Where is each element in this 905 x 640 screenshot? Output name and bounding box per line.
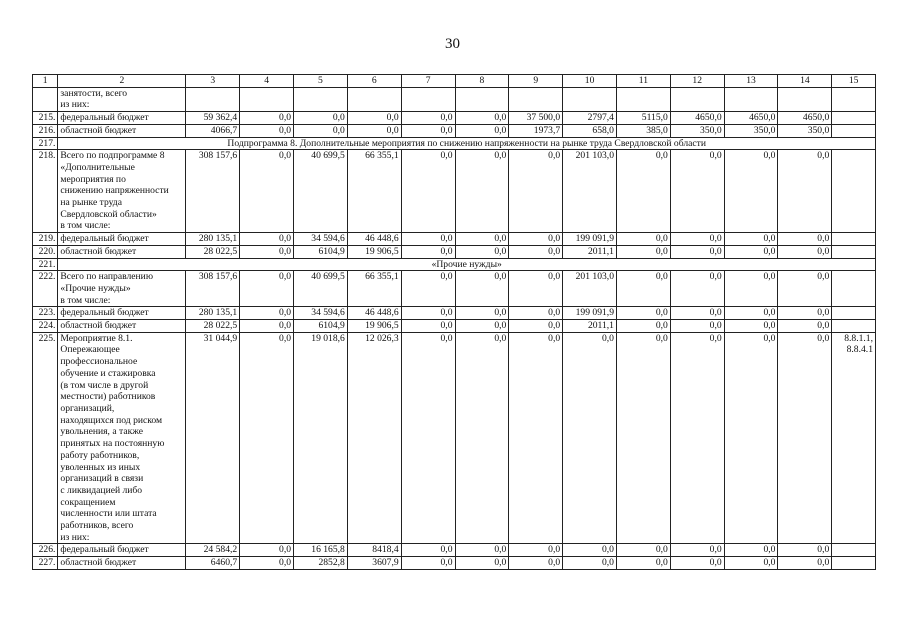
value-cell: 0,0	[509, 233, 563, 246]
value-cell: 3607,9	[347, 557, 401, 570]
value-cell: 0,0	[455, 150, 509, 233]
value-cell: 0,0	[778, 332, 832, 544]
row-index: 215.	[33, 112, 58, 125]
value-cell: 0,0	[240, 544, 294, 557]
value-cell: 0,0	[778, 320, 832, 333]
value-cell	[240, 87, 294, 111]
column-number-cell: 5	[294, 75, 348, 88]
target-indicator-cell	[832, 271, 876, 307]
target-indicator-cell	[832, 320, 876, 333]
value-cell: 0,0	[616, 271, 670, 307]
value-cell: 0,0	[616, 245, 670, 258]
value-cell: 4650,0	[670, 112, 724, 125]
value-cell: 24 584,2	[186, 544, 240, 557]
value-cell: 0,0	[616, 557, 670, 570]
value-cell: 0,0	[616, 544, 670, 557]
column-number-cell: 9	[509, 75, 563, 88]
value-cell: 4650,0	[724, 112, 778, 125]
column-number-cell: 2	[58, 75, 186, 88]
value-cell: 280 135,1	[186, 233, 240, 246]
value-cell: 0,0	[563, 332, 617, 544]
column-number-cell: 13	[724, 75, 778, 88]
value-cell: 59 362,4	[186, 112, 240, 125]
value-cell	[616, 87, 670, 111]
value-cell: 0,0	[347, 124, 401, 137]
target-indicator-cell	[832, 112, 876, 125]
page-number: 30	[445, 36, 460, 52]
value-cell: 385,0	[616, 124, 670, 137]
value-cell: 0,0	[455, 245, 509, 258]
target-indicator-cell	[832, 544, 876, 557]
value-cell: 2797,4	[563, 112, 617, 125]
value-cell: 0,0	[240, 150, 294, 233]
table-row	[33, 112, 876, 125]
row-name: федеральный бюджет	[58, 307, 186, 320]
value-cell	[347, 87, 401, 111]
value-cell: 0,0	[724, 544, 778, 557]
value-cell: 199 091,9	[563, 307, 617, 320]
value-cell: 6460,7	[186, 557, 240, 570]
value-cell: 0,0	[455, 271, 509, 307]
row-index: 217.	[33, 137, 58, 150]
value-cell: 16 165,8	[294, 544, 348, 557]
value-cell: 0,0	[455, 233, 509, 246]
value-cell: 2852,8	[294, 557, 348, 570]
value-cell: 0,0	[294, 124, 348, 137]
value-cell: 0,0	[724, 233, 778, 246]
value-cell: 350,0	[670, 124, 724, 137]
value-cell: 0,0	[670, 233, 724, 246]
value-cell: 0,0	[294, 112, 348, 125]
value-cell	[294, 87, 348, 111]
value-cell: 308 157,6	[186, 150, 240, 233]
value-cell: 280 135,1	[186, 307, 240, 320]
value-cell: 0,0	[724, 320, 778, 333]
value-cell: 37 500,0	[509, 112, 563, 125]
value-cell: 0,0	[563, 557, 617, 570]
row-index: 221.	[33, 258, 58, 271]
value-cell: 0,0	[401, 124, 455, 137]
row-name: областной бюджет	[58, 245, 186, 258]
value-cell: 19 906,5	[347, 245, 401, 258]
value-cell: 0,0	[240, 124, 294, 137]
value-cell: 0,0	[670, 320, 724, 333]
table-row	[33, 332, 876, 544]
value-cell: 6104,9	[294, 320, 348, 333]
value-cell: 0,0	[778, 557, 832, 570]
value-cell: 0,0	[670, 245, 724, 258]
value-cell: 0,0	[724, 150, 778, 233]
column-number-cell: 10	[563, 75, 617, 88]
value-cell: 0,0	[240, 245, 294, 258]
row-name: федеральный бюджет	[58, 112, 186, 125]
row-index: 220.	[33, 245, 58, 258]
value-cell: 0,0	[240, 320, 294, 333]
value-cell: 6104,9	[294, 245, 348, 258]
column-number-cell: 6	[347, 75, 401, 88]
value-cell: 0,0	[778, 245, 832, 258]
value-cell	[670, 87, 724, 111]
column-number-cell: 15	[832, 75, 876, 88]
value-cell: 0,0	[455, 544, 509, 557]
value-cell: 0,0	[401, 150, 455, 233]
value-cell: 0,0	[670, 544, 724, 557]
value-cell: 0,0	[778, 307, 832, 320]
value-cell	[186, 87, 240, 111]
value-cell: 0,0	[401, 320, 455, 333]
value-cell: 0,0	[240, 307, 294, 320]
table-row	[33, 557, 876, 570]
value-cell: 0,0	[455, 112, 509, 125]
value-cell: 0,0	[401, 332, 455, 544]
value-cell: 0,0	[401, 245, 455, 258]
value-cell: 0,0	[670, 557, 724, 570]
column-number-cell: 8	[455, 75, 509, 88]
value-cell: 46 448,6	[347, 233, 401, 246]
section-heading-row	[33, 258, 876, 271]
value-cell: 0,0	[616, 233, 670, 246]
table-row	[33, 544, 876, 557]
row-name: Мероприятие 8.1. Опережающее профессиональное обучение и стажировка (в том числе в другой местности) работников организаций, находящихся под риском увольнения, а также принятых на постоянную работу работников, уволенных из иных организаций в связи с ликвидацией либо сокращением численности или штата работников, всего из них:	[58, 332, 186, 544]
column-number-cell: 7	[401, 75, 455, 88]
value-cell: 0,0	[240, 271, 294, 307]
value-cell: 201 103,0	[563, 271, 617, 307]
value-cell: 28 022,5	[186, 320, 240, 333]
value-cell: 0,0	[240, 557, 294, 570]
row-index: 219.	[33, 233, 58, 246]
value-cell: 2011,1	[563, 320, 617, 333]
value-cell: 308 157,6	[186, 271, 240, 307]
value-cell: 1973,7	[509, 124, 563, 137]
value-cell	[724, 87, 778, 111]
value-cell: 0,0	[401, 271, 455, 307]
row-name: занятости, всего из них:	[58, 87, 186, 111]
table-row	[33, 271, 876, 307]
value-cell: 0,0	[616, 332, 670, 544]
row-name: Всего по направлению «Прочие нужды» в том числе:	[58, 271, 186, 307]
target-indicator-cell	[832, 124, 876, 137]
row-index: 225.	[33, 332, 58, 544]
value-cell: 0,0	[509, 245, 563, 258]
target-indicator-cell	[832, 233, 876, 246]
value-cell: 0,0	[509, 150, 563, 233]
row-name: областной бюджет	[58, 320, 186, 333]
value-cell: 0,0	[455, 557, 509, 570]
value-cell: 0,0	[401, 112, 455, 125]
value-cell: 0,0	[455, 307, 509, 320]
value-cell: 350,0	[724, 124, 778, 137]
value-cell: 0,0	[509, 332, 563, 544]
value-cell: 0,0	[616, 320, 670, 333]
value-cell: 40 699,5	[294, 150, 348, 233]
value-cell: 0,0	[401, 544, 455, 557]
budget-table	[32, 74, 876, 570]
row-index	[33, 87, 58, 111]
value-cell: 0,0	[455, 320, 509, 333]
value-cell: 199 091,9	[563, 233, 617, 246]
row-index: 216.	[33, 124, 58, 137]
value-cell: 0,0	[509, 271, 563, 307]
value-cell: 350,0	[778, 124, 832, 137]
value-cell: 0,0	[563, 544, 617, 557]
row-index: 226.	[33, 544, 58, 557]
value-cell	[455, 87, 509, 111]
column-number-row	[33, 75, 876, 88]
value-cell: 0,0	[670, 307, 724, 320]
row-index: 223.	[33, 307, 58, 320]
value-cell: 46 448,6	[347, 307, 401, 320]
value-cell: 0,0	[240, 332, 294, 544]
table-row	[33, 233, 876, 246]
column-number-cell: 3	[186, 75, 240, 88]
value-cell: 12 026,3	[347, 332, 401, 544]
value-cell: 0,0	[509, 557, 563, 570]
row-name: Всего по подпрограмме 8 «Дополнительные мероприятия по снижению напряженности на рынке труда Свердловской области» в том числе:	[58, 150, 186, 233]
section-heading: «Прочие нужды»	[58, 258, 876, 271]
value-cell: 0,0	[724, 245, 778, 258]
value-cell: 0,0	[724, 271, 778, 307]
table-row	[33, 124, 876, 137]
value-cell: 0,0	[509, 320, 563, 333]
value-cell: 0,0	[670, 271, 724, 307]
value-cell: 31 044,9	[186, 332, 240, 544]
target-indicator-cell	[832, 245, 876, 258]
target-indicator-cell: 8.8.1.1, 8.8.4.1	[832, 332, 876, 544]
value-cell: 40 699,5	[294, 271, 348, 307]
value-cell: 201 103,0	[563, 150, 617, 233]
row-name: областной бюджет	[58, 124, 186, 137]
row-index: 224.	[33, 320, 58, 333]
column-number-cell: 1	[33, 75, 58, 88]
value-cell: 0,0	[455, 124, 509, 137]
value-cell: 2011,1	[563, 245, 617, 258]
table-row	[33, 150, 876, 233]
value-cell: 19 906,5	[347, 320, 401, 333]
value-cell: 658,0	[563, 124, 617, 137]
target-indicator-cell	[832, 307, 876, 320]
row-index: 227.	[33, 557, 58, 570]
value-cell: 4650,0	[778, 112, 832, 125]
value-cell: 34 594,6	[294, 307, 348, 320]
target-indicator-cell	[832, 150, 876, 233]
value-cell: 0,0	[455, 332, 509, 544]
value-cell: 66 355,1	[347, 271, 401, 307]
value-cell: 8418,4	[347, 544, 401, 557]
target-indicator-cell	[832, 557, 876, 570]
section-heading-row	[33, 137, 876, 150]
row-name: областной бюджет	[58, 557, 186, 570]
row-index: 218.	[33, 150, 58, 233]
value-cell	[778, 87, 832, 111]
row-name: федеральный бюджет	[58, 233, 186, 246]
column-number-cell: 12	[670, 75, 724, 88]
value-cell	[509, 87, 563, 111]
value-cell: 28 022,5	[186, 245, 240, 258]
value-cell: 66 355,1	[347, 150, 401, 233]
target-indicator-cell	[832, 87, 876, 111]
table-row	[33, 87, 876, 111]
value-cell: 0,0	[616, 150, 670, 233]
value-cell: 0,0	[240, 112, 294, 125]
value-cell: 4066,7	[186, 124, 240, 137]
column-number-cell: 4	[240, 75, 294, 88]
value-cell	[563, 87, 617, 111]
column-number-cell: 11	[616, 75, 670, 88]
value-cell: 34 594,6	[294, 233, 348, 246]
value-cell: 0,0	[778, 150, 832, 233]
value-cell: 0,0	[616, 307, 670, 320]
value-cell: 0,0	[509, 544, 563, 557]
value-cell: 0,0	[401, 307, 455, 320]
table-row	[33, 307, 876, 320]
value-cell	[401, 87, 455, 111]
value-cell: 0,0	[670, 150, 724, 233]
value-cell: 0,0	[347, 112, 401, 125]
column-number-cell: 14	[778, 75, 832, 88]
table-body	[33, 75, 876, 570]
value-cell: 5115,0	[616, 112, 670, 125]
value-cell: 0,0	[724, 307, 778, 320]
value-cell: 0,0	[778, 544, 832, 557]
value-cell: 0,0	[724, 332, 778, 544]
value-cell: 0,0	[670, 332, 724, 544]
table-row	[33, 245, 876, 258]
value-cell: 0,0	[509, 307, 563, 320]
row-index: 222.	[33, 271, 58, 307]
table-row	[33, 320, 876, 333]
section-heading: Подпрограмма 8. Дополнительные мероприятия по снижению напряженности на рынке труда Свердловской области	[58, 137, 876, 150]
value-cell: 0,0	[724, 557, 778, 570]
value-cell: 19 018,6	[294, 332, 348, 544]
value-cell: 0,0	[778, 271, 832, 307]
value-cell: 0,0	[401, 233, 455, 246]
value-cell: 0,0	[401, 557, 455, 570]
value-cell: 0,0	[240, 233, 294, 246]
row-name: федеральный бюджет	[58, 544, 186, 557]
value-cell: 0,0	[778, 233, 832, 246]
